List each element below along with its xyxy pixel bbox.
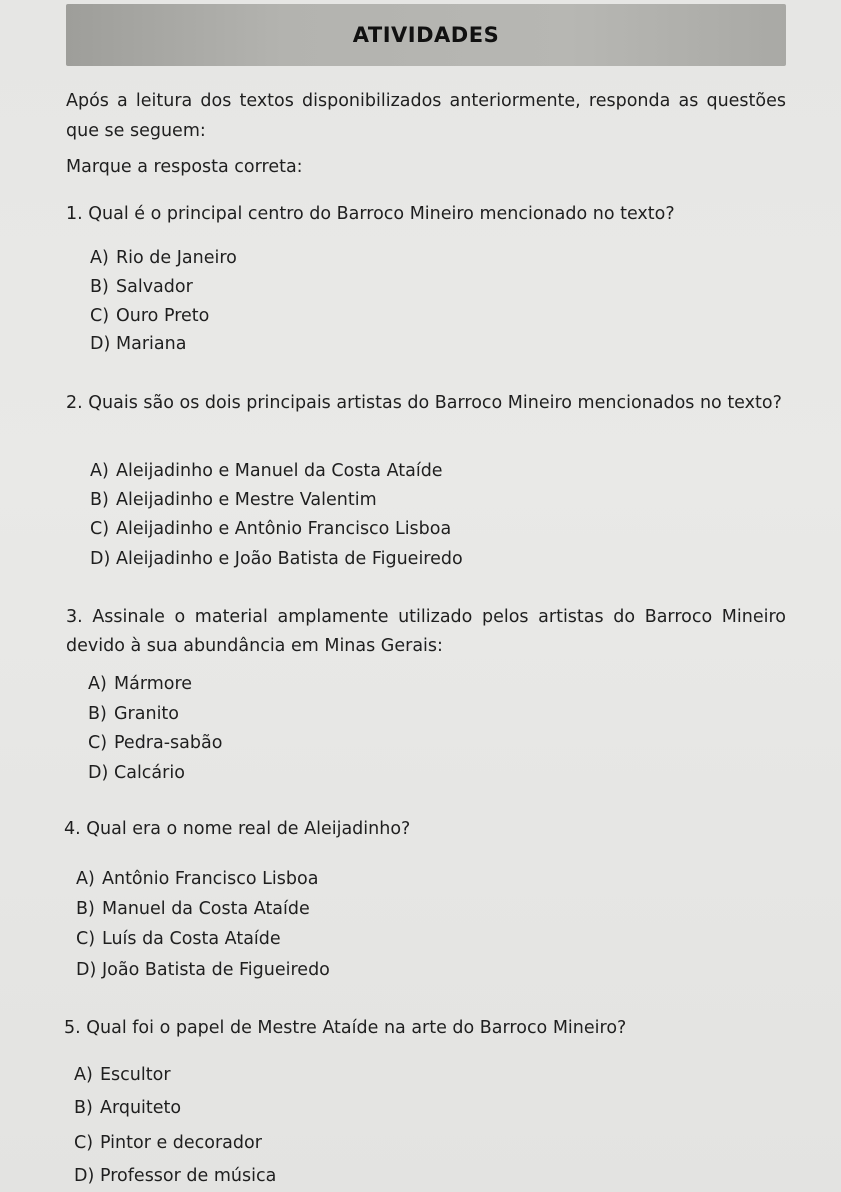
option-letter: A) — [74, 1065, 93, 1085]
option-letter: B) — [90, 490, 109, 510]
question-1-option-b — [90, 276, 193, 298]
option-letter: D) — [90, 334, 111, 354]
question-3: 3. Assinale o material amplamente utilizado pelos artistas do Barroco Mineiro devido à sua abundância em Minas Gerais: — [66, 607, 786, 656]
option-text: Manuel da Costa Ataíde — [102, 899, 310, 919]
question-5-option-c — [74, 1132, 262, 1154]
question-1-option-a — [90, 247, 237, 269]
question-5-option-a — [74, 1064, 171, 1086]
page-title: ATIVIDADES — [352, 23, 500, 47]
option-text: Pintor e decorador — [100, 1133, 262, 1153]
question-3-option-b — [88, 703, 179, 725]
question-4-option-d — [76, 959, 330, 981]
option-text: Salvador — [116, 277, 193, 297]
option-text: Rio de Janeiro — [116, 248, 237, 268]
option-letter: C) — [88, 733, 108, 753]
header-band — [66, 4, 786, 66]
instruction-text: Marque a resposta correta: — [66, 157, 303, 177]
option-letter: A) — [88, 674, 107, 694]
question-5-option-d — [74, 1165, 276, 1187]
option-text: Aleijadinho e Manuel da Costa Ataíde — [116, 461, 443, 481]
question-1: 1. Qual é o principal centro do Barroco Mineiro mencionado no texto? — [66, 204, 675, 224]
intro-text: Após a leitura dos textos disponibilizados anteriormente, responda as questões que se seguem: — [66, 91, 786, 141]
question-2-option-c — [90, 518, 451, 540]
question-4-option-a — [76, 868, 318, 890]
option-text: Calcário — [114, 763, 185, 783]
option-text: Granito — [114, 704, 180, 724]
option-text: Aleijadinho e Mestre Valentim — [116, 490, 377, 510]
option-letter: C) — [74, 1133, 94, 1153]
question-4: 4. Qual era o nome real de Aleijadinho? — [64, 819, 411, 839]
option-letter: D) — [74, 1166, 95, 1186]
option-letter: D) — [90, 549, 111, 569]
question-5-option-b — [74, 1097, 181, 1119]
option-letter: C) — [90, 306, 110, 326]
option-text: Arquiteto — [100, 1098, 182, 1118]
option-letter: D) — [76, 960, 97, 980]
option-text: Pedra-sabão — [114, 733, 223, 753]
option-text: Antônio Francisco Lisboa — [102, 869, 319, 889]
option-text: Escultor — [100, 1065, 171, 1085]
option-letter: A) — [90, 461, 109, 481]
option-text: Professor de música — [100, 1166, 277, 1186]
option-text: João Batista de Figueiredo — [102, 960, 330, 980]
question-3-option-a — [88, 673, 192, 695]
option-letter: A) — [90, 248, 109, 268]
question-3-option-c — [88, 732, 222, 754]
option-text: Aleijadinho e João Batista de Figueiredo — [116, 549, 463, 569]
question-5: 5. Qual foi o papel de Mestre Ataíde na arte do Barroco Mineiro? — [64, 1018, 627, 1038]
option-letter: B) — [90, 277, 109, 297]
option-letter: B) — [88, 704, 107, 724]
question-2: 2. Quais são os dois principais artistas do Barroco Mineiro mencionados no texto? — [66, 393, 782, 413]
option-letter: B) — [74, 1098, 93, 1118]
question-4-option-b — [76, 898, 310, 920]
question-1-option-c — [90, 305, 209, 327]
question-2-option-b — [90, 489, 377, 511]
option-text: Aleijadinho e Antônio Francisco Lisboa — [116, 519, 452, 539]
option-text: Mariana — [116, 334, 187, 354]
question-4-option-c — [76, 928, 281, 950]
option-letter: C) — [90, 519, 110, 539]
option-text: Ouro Preto — [116, 306, 210, 326]
option-letter: D) — [88, 763, 109, 783]
question-3-option-d — [88, 762, 185, 784]
option-letter: A) — [76, 869, 95, 889]
option-text: Mármore — [114, 674, 193, 694]
question-2-option-a — [90, 460, 443, 482]
option-letter: B) — [76, 899, 95, 919]
option-text: Luís da Costa Ataíde — [102, 929, 281, 949]
question-1-option-d — [90, 333, 186, 355]
question-2-option-d — [90, 548, 463, 570]
option-letter: C) — [76, 929, 96, 949]
